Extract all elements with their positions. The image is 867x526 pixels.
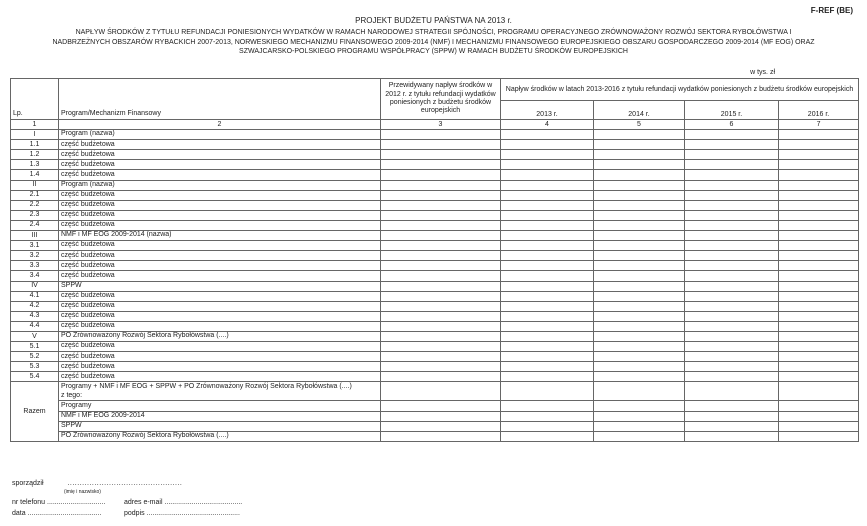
value-cell[interactable]: [594, 200, 685, 210]
value-cell[interactable]: [779, 411, 859, 421]
total-row: [11, 382, 859, 401]
table-row: [11, 160, 859, 170]
value-cell[interactable]: [501, 150, 594, 160]
value-cell[interactable]: [779, 301, 859, 311]
value-cell[interactable]: [685, 301, 779, 311]
row-name: część budżetowa: [59, 261, 381, 271]
value-cell[interactable]: [501, 271, 594, 281]
row-name: część budżetowa: [59, 291, 381, 301]
value-cell[interactable]: [685, 241, 779, 251]
row-name: NMF i MF EOG 2009-2014 (nazwa): [59, 231, 381, 241]
heading-line-2: NADBRZEŻNYCH OBSZARÓW RYBACKICH 2007-2013, NORWESKIEGO MECHANIZMU FINANSOWEGO 2009-2014 (NMF) I MECHANIZMU FINANSOWEGO EUROPEJSKIEGO OBSZARU GOSPODARCZEGO 2009-2014 (MF EOG) ORAZ: [52, 38, 815, 46]
row-name: Program (nazwa): [59, 180, 381, 190]
value-cell[interactable]: [381, 372, 501, 382]
row-lp: 4.4: [11, 321, 59, 331]
value-cell[interactable]: [594, 401, 685, 411]
total-subrow: [11, 401, 859, 411]
column-number: 2: [59, 120, 381, 130]
value-cell[interactable]: [381, 321, 501, 331]
row-lp: 2.4: [11, 220, 59, 230]
value-cell[interactable]: [685, 231, 779, 241]
row-lp: 1.2: [11, 150, 59, 160]
value-cell[interactable]: [501, 170, 594, 180]
header-year-2013: 2013 r.: [501, 101, 594, 120]
heading-line-3: SZWAJCARSKO-POLSKIEGO PROGRAMU WSPÓŁPRACY (SPPW) W RAMACH BUDŻETU ŚRODKÓW EUROPEJSKICH: [239, 48, 628, 56]
table-row: [11, 150, 859, 160]
total-subrow: [11, 411, 859, 421]
table-row: [11, 241, 859, 251]
row-lp: 2.1: [11, 190, 59, 200]
value-cell[interactable]: [779, 401, 859, 411]
value-cell[interactable]: [594, 281, 685, 291]
value-cell[interactable]: [501, 251, 594, 261]
table-row: [11, 342, 859, 352]
column-number: 4: [501, 120, 594, 130]
value-cell[interactable]: [594, 411, 685, 421]
value-cell[interactable]: [501, 411, 594, 421]
value-cell[interactable]: [381, 251, 501, 261]
value-cell[interactable]: [594, 331, 685, 341]
value-cell[interactable]: [381, 190, 501, 200]
value-cell[interactable]: [501, 382, 594, 401]
header-lp: Lp.: [11, 79, 59, 120]
value-cell[interactable]: [594, 150, 685, 160]
footer-prepared-by: [12, 480, 182, 487]
value-cell[interactable]: [685, 281, 779, 291]
row-name: część budżetowa: [59, 342, 381, 352]
table-row: [11, 291, 859, 301]
value-cell[interactable]: [501, 342, 594, 352]
table-row: [11, 301, 859, 311]
value-cell[interactable]: [779, 291, 859, 301]
row-lp: 2.2: [11, 200, 59, 210]
total-name: Programy + NMF i MF EOG + SPPW + PO Zrównoważony Rozwój Sektora Rybołówstwa (....) z tego:: [59, 382, 381, 401]
value-cell[interactable]: [501, 421, 594, 431]
value-cell[interactable]: [685, 291, 779, 301]
value-cell[interactable]: [685, 372, 779, 382]
value-cell[interactable]: [381, 421, 501, 431]
value-cell[interactable]: [381, 382, 501, 401]
column-number: 6: [685, 120, 779, 130]
value-cell[interactable]: [381, 140, 501, 150]
table-row: [11, 261, 859, 271]
row-lp: 5.4: [11, 372, 59, 382]
value-cell[interactable]: [381, 281, 501, 291]
row-lp: 5.1: [11, 342, 59, 352]
value-cell[interactable]: [381, 200, 501, 210]
value-cell[interactable]: [779, 372, 859, 382]
value-cell[interactable]: [779, 421, 859, 431]
value-cell[interactable]: [779, 352, 859, 362]
value-cell[interactable]: [594, 210, 685, 220]
row-lp: 2.3: [11, 210, 59, 220]
value-cell[interactable]: [501, 241, 594, 251]
table-row: [11, 190, 859, 200]
table-row: [11, 251, 859, 261]
value-cell[interactable]: [685, 411, 779, 421]
column-number: 7: [779, 120, 859, 130]
value-cell[interactable]: [381, 231, 501, 241]
value-cell[interactable]: [381, 180, 501, 190]
prepared-by-field[interactable]: ...............................................: [67, 480, 183, 487]
row-lp: 1.4: [11, 170, 59, 180]
row-name: część budżetowa: [59, 210, 381, 220]
header-forecast-2012: Przewidywany napływ środków w 2012 r. z tytułu refundacji wydatków poniesionych z budżetu środków europejskich: [381, 79, 501, 120]
value-cell[interactable]: [594, 321, 685, 331]
value-cell[interactable]: [594, 251, 685, 261]
row-name: część budżetowa: [59, 150, 381, 160]
date-field[interactable]: data ......................................: [12, 510, 102, 517]
value-cell[interactable]: [685, 190, 779, 200]
value-cell[interactable]: [779, 210, 859, 220]
row-lp: 5.3: [11, 362, 59, 372]
row-name: część budżetowa: [59, 170, 381, 180]
row-name: część budżetowa: [59, 271, 381, 281]
header-program: Program/Mechanizm Finansowy: [59, 79, 381, 120]
row-lp: V: [11, 331, 59, 341]
value-cell[interactable]: [594, 311, 685, 321]
value-cell[interactable]: [594, 352, 685, 362]
row-name: Program (nazwa): [59, 130, 381, 140]
value-cell[interactable]: [685, 321, 779, 331]
value-cell[interactable]: [685, 170, 779, 180]
value-cell[interactable]: [501, 311, 594, 321]
value-cell[interactable]: [779, 431, 859, 441]
header-year-2015: 2015 r.: [685, 101, 779, 120]
row-name: część budżetowa: [59, 190, 381, 200]
phone-field[interactable]: nr telefonu ..............................: [12, 499, 106, 506]
value-cell[interactable]: [501, 180, 594, 190]
value-cell[interactable]: [685, 401, 779, 411]
value-cell[interactable]: [501, 190, 594, 200]
value-cell[interactable]: [594, 180, 685, 190]
value-cell[interactable]: [381, 342, 501, 352]
budget-table: [10, 78, 859, 442]
value-cell[interactable]: [685, 140, 779, 150]
value-cell[interactable]: [685, 362, 779, 372]
value-cell[interactable]: [594, 241, 685, 251]
value-cell[interactable]: [381, 301, 501, 311]
value-cell[interactable]: [501, 362, 594, 372]
row-name: część budżetowa: [59, 311, 381, 321]
row-name: SPPW: [59, 281, 381, 291]
column-number: 5: [594, 120, 685, 130]
value-cell[interactable]: [594, 140, 685, 150]
row-lp: 4.1: [11, 291, 59, 301]
table-row: [11, 281, 859, 291]
value-cell[interactable]: [501, 331, 594, 341]
value-cell[interactable]: [779, 231, 859, 241]
value-cell[interactable]: [685, 421, 779, 431]
value-cell[interactable]: [779, 382, 859, 401]
value-cell[interactable]: [501, 140, 594, 150]
value-cell[interactable]: [594, 362, 685, 372]
total-label: Razem: [11, 382, 59, 441]
value-cell[interactable]: [594, 271, 685, 281]
value-cell[interactable]: [501, 291, 594, 301]
table-row: [11, 231, 859, 241]
table-row: [11, 170, 859, 180]
value-cell[interactable]: [685, 180, 779, 190]
value-cell[interactable]: [594, 190, 685, 200]
total-subrow-name: PO Zrównoważony Rozwój Sektora Rybołówstwa (....): [59, 431, 381, 441]
total-subrow-name: SPPW: [59, 421, 381, 431]
value-cell[interactable]: [501, 352, 594, 362]
value-cell[interactable]: [685, 210, 779, 220]
value-cell[interactable]: [779, 130, 859, 140]
value-cell[interactable]: [779, 251, 859, 261]
value-cell[interactable]: [685, 251, 779, 261]
value-cell[interactable]: [381, 401, 501, 411]
row-lp: 4.2: [11, 301, 59, 311]
value-cell[interactable]: [779, 311, 859, 321]
header-year-2014: 2014 r.: [594, 101, 685, 120]
value-cell[interactable]: [501, 160, 594, 170]
row-lp: 3.2: [11, 251, 59, 261]
value-cell[interactable]: [381, 431, 501, 441]
value-cell[interactable]: [501, 220, 594, 230]
value-cell[interactable]: [779, 281, 859, 291]
value-cell[interactable]: [685, 311, 779, 321]
row-lp: 4.3: [11, 311, 59, 321]
value-cell[interactable]: [779, 271, 859, 281]
row-lp: IV: [11, 281, 59, 291]
row-name: PO Zrównoważony Rozwój Sektora Rybołówstwa (....): [59, 331, 381, 341]
row-lp: III: [11, 231, 59, 241]
value-cell[interactable]: [685, 271, 779, 281]
value-cell[interactable]: [381, 170, 501, 180]
value-cell[interactable]: [594, 130, 685, 140]
value-cell[interactable]: [594, 372, 685, 382]
value-cell[interactable]: [501, 301, 594, 311]
value-cell[interactable]: [501, 431, 594, 441]
table-row: [11, 331, 859, 341]
value-cell[interactable]: [501, 401, 594, 411]
value-cell[interactable]: [381, 261, 501, 271]
value-cell[interactable]: [381, 271, 501, 281]
value-cell[interactable]: [594, 261, 685, 271]
value-cell[interactable]: [685, 160, 779, 170]
heading-line-1: NAPŁYW ŚRODKÓW Z TYTUŁU REFUNDACJI PONIESIONYCH WYDATKÓW W RAMACH NARODOWEJ STRATEGII SPÓJNOŚCI, PROGRAMU OPERACYJNEGO ZRÓWNOWAŻONY ROZWÓJ SEKTORA RYBOŁÓWSTWA I: [75, 29, 792, 36]
row-name: część budżetowa: [59, 140, 381, 150]
value-cell[interactable]: [381, 291, 501, 301]
row-name: część budżetowa: [59, 321, 381, 331]
value-cell[interactable]: [381, 220, 501, 230]
value-cell[interactable]: [381, 210, 501, 220]
row-lp: 1.1: [11, 140, 59, 150]
value-cell[interactable]: [685, 431, 779, 441]
row-lp: 3.1: [11, 241, 59, 251]
row-name: część budżetowa: [59, 301, 381, 311]
value-cell[interactable]: [594, 291, 685, 301]
value-cell[interactable]: [381, 362, 501, 372]
value-cell[interactable]: [501, 210, 594, 220]
value-cell[interactable]: [594, 382, 685, 401]
value-cell[interactable]: [381, 352, 501, 362]
total-subrow-name: Programy: [59, 401, 381, 411]
value-cell[interactable]: [381, 150, 501, 160]
table-row: [11, 311, 859, 321]
value-cell[interactable]: [685, 342, 779, 352]
row-lp: 3.4: [11, 271, 59, 281]
value-cell[interactable]: [779, 331, 859, 341]
table-row: [11, 220, 859, 230]
value-cell[interactable]: [779, 342, 859, 352]
value-cell[interactable]: [594, 220, 685, 230]
email-field[interactable]: adres e-mail ........................................: [124, 499, 243, 506]
table-row: [11, 352, 859, 362]
value-cell[interactable]: [685, 130, 779, 140]
value-cell[interactable]: [501, 130, 594, 140]
total-subrow: [11, 421, 859, 431]
value-cell[interactable]: [501, 281, 594, 291]
value-cell[interactable]: [779, 150, 859, 160]
row-name: część budżetowa: [59, 241, 381, 251]
row-name: część budżetowa: [59, 251, 381, 261]
row-lp: 1.3: [11, 160, 59, 170]
value-cell[interactable]: [594, 421, 685, 431]
value-cell[interactable]: [594, 301, 685, 311]
value-cell[interactable]: [779, 180, 859, 190]
value-cell[interactable]: [381, 411, 501, 421]
table-row: [11, 180, 859, 190]
row-name: część budżetowa: [59, 362, 381, 372]
table-row: [11, 271, 859, 281]
value-cell[interactable]: [381, 331, 501, 341]
table-row: [11, 140, 859, 150]
value-cell[interactable]: [779, 140, 859, 150]
value-cell[interactable]: [381, 130, 501, 140]
table-row: [11, 372, 859, 382]
value-cell[interactable]: [685, 220, 779, 230]
signature-field[interactable]: podpis ................................................: [124, 510, 240, 517]
value-cell[interactable]: [501, 321, 594, 331]
document-title: PROJEKT BUDŻETU PAŃSTWA NA 2013 r.: [355, 16, 512, 25]
value-cell[interactable]: [501, 231, 594, 241]
value-cell[interactable]: [779, 261, 859, 271]
units-label: w tys. zł: [750, 69, 775, 76]
value-cell[interactable]: [594, 231, 685, 241]
table-row: [11, 130, 859, 140]
table-row: [11, 210, 859, 220]
value-cell[interactable]: [779, 321, 859, 331]
row-name: część budżetowa: [59, 372, 381, 382]
table-row: [11, 362, 859, 372]
prepared-by-label: sporządził: [12, 480, 44, 487]
value-cell[interactable]: [779, 241, 859, 251]
value-cell[interactable]: [381, 160, 501, 170]
table-row: [11, 200, 859, 210]
value-cell[interactable]: [685, 382, 779, 401]
row-name: część budżetowa: [59, 352, 381, 362]
column-number-row: [11, 120, 859, 130]
row-name: część budżetowa: [59, 200, 381, 210]
value-cell[interactable]: [381, 311, 501, 321]
value-cell[interactable]: [779, 190, 859, 200]
value-cell[interactable]: [381, 241, 501, 251]
value-cell[interactable]: [779, 160, 859, 170]
value-cell[interactable]: [685, 150, 779, 160]
value-cell[interactable]: [594, 170, 685, 180]
name-caption: (imię i nazwisko): [64, 489, 101, 495]
value-cell[interactable]: [779, 200, 859, 210]
value-cell[interactable]: [501, 200, 594, 210]
row-lp: 3.3: [11, 261, 59, 271]
table-row: [11, 321, 859, 331]
value-cell[interactable]: [685, 261, 779, 271]
row-lp: II: [11, 180, 59, 190]
row-lp: 5.2: [11, 352, 59, 362]
value-cell[interactable]: [685, 331, 779, 341]
table-heading: [4, 28, 863, 57]
value-cell[interactable]: [501, 372, 594, 382]
value-cell[interactable]: [779, 220, 859, 230]
total-subrow-name: NMF i MF EOG 2009-2014: [59, 411, 381, 421]
row-name: część budżetowa: [59, 220, 381, 230]
value-cell[interactable]: [594, 342, 685, 352]
value-cell[interactable]: [685, 200, 779, 210]
form-code: F-REF (BE): [810, 6, 853, 15]
value-cell[interactable]: [501, 261, 594, 271]
row-lp: I: [11, 130, 59, 140]
value-cell[interactable]: [779, 170, 859, 180]
value-cell[interactable]: [594, 431, 685, 441]
value-cell[interactable]: [779, 362, 859, 372]
row-name: część budżetowa: [59, 160, 381, 170]
header-year-2016: 2016 r.: [779, 101, 859, 120]
value-cell[interactable]: [685, 352, 779, 362]
column-number: 3: [381, 120, 501, 130]
header-inflow-2013-2016: Napływ środków w latach 2013-2016 z tytułu refundacji wydatków poniesionych z budżetu środków europejskich: [501, 79, 859, 101]
column-number: 1: [11, 120, 59, 130]
value-cell[interactable]: [594, 160, 685, 170]
total-subrow: [11, 431, 859, 441]
